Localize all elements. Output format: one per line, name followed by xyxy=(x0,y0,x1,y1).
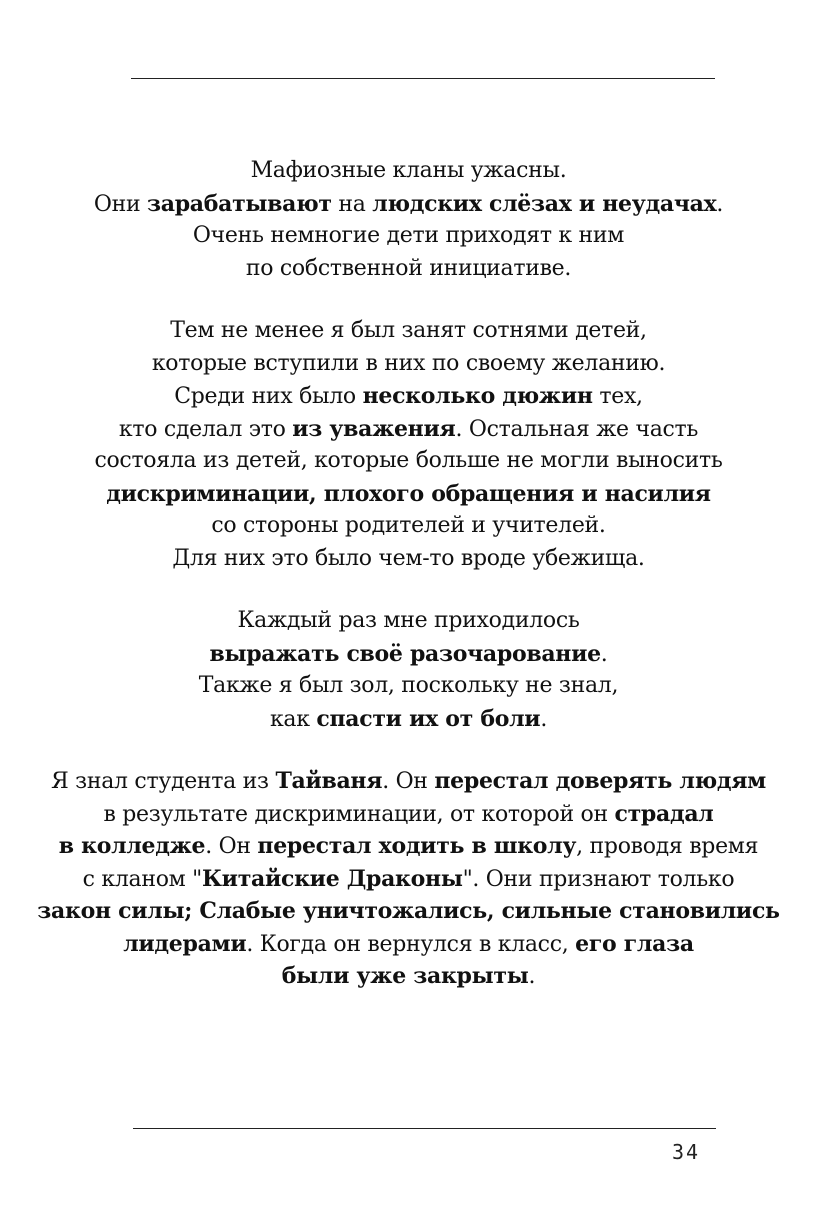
text-line xyxy=(0,445,817,478)
text-segment: состояла из детей, которые больше не могли выносить xyxy=(94,448,723,473)
text-line xyxy=(0,765,817,798)
text-line xyxy=(0,863,817,896)
text-line xyxy=(0,220,817,253)
text-line xyxy=(0,670,817,703)
text-segment: . Он xyxy=(205,834,258,859)
bold-text: перестал ходить в школу xyxy=(257,833,577,859)
bold-text: несколько дюжин xyxy=(362,383,593,409)
text-line xyxy=(0,315,817,348)
top-rule xyxy=(131,78,715,79)
text-segment: со стороны родителей и учителей. xyxy=(211,513,606,538)
page-number: 34 xyxy=(672,1140,701,1164)
text-segment: Я знал студента из xyxy=(51,769,276,794)
paragraph xyxy=(0,605,817,735)
text-segment: на xyxy=(331,191,373,217)
text-line xyxy=(0,703,817,736)
text-segment: . Когда он вернулся в класс, xyxy=(246,931,576,957)
paragraph xyxy=(0,315,817,575)
text-line xyxy=(0,543,817,576)
bold-text: спасти их от боли xyxy=(316,705,541,732)
bold-text: выражать своё разочарование xyxy=(209,640,601,667)
bottom-rule xyxy=(133,1128,716,1129)
text-segment: с кланом " xyxy=(82,866,202,892)
bold-text: зарабатывают xyxy=(147,190,332,217)
text-segment: Мафиозные кланы ужасны. xyxy=(250,158,567,183)
bold-text: дискриминации, плохого обращения и насилия xyxy=(106,480,711,507)
text-line xyxy=(0,253,817,286)
text-segment: Среди них было xyxy=(174,384,363,409)
text-line xyxy=(0,960,817,993)
text-line xyxy=(0,413,817,446)
bold-text: были уже закрыты xyxy=(281,963,529,989)
text-segment: . xyxy=(540,706,548,732)
text-segment: Они xyxy=(93,191,148,217)
text-segment: , проводя время xyxy=(576,834,759,859)
text-line xyxy=(0,830,817,863)
text-segment: которые вступили в них по своему желанию. xyxy=(151,350,666,376)
bold-text: лидерами xyxy=(123,930,247,957)
text-segment: Тем не менее я был занят сотнями детей, xyxy=(170,318,647,343)
paragraph xyxy=(0,765,817,993)
bold-text: его глаза xyxy=(575,930,694,957)
text-segment: тех, xyxy=(592,384,643,409)
text-segment: Для них это было чем-то вроде убежища. xyxy=(172,545,645,571)
bold-text: из уважения xyxy=(292,415,456,442)
text-line xyxy=(0,478,817,511)
text-segment: . Остальная же часть xyxy=(455,416,699,442)
bold-text: перестал доверять людям xyxy=(434,768,766,794)
text-segment: кто сделал это xyxy=(118,416,293,442)
bold-text: Тайваня xyxy=(275,768,383,794)
text-segment: ". Они признают только xyxy=(462,866,735,892)
text-line xyxy=(0,798,817,831)
text-line xyxy=(0,510,817,543)
text-segment: в результате дискриминации, от которой он xyxy=(103,801,615,827)
bold-text: страдал xyxy=(614,800,714,827)
text-line xyxy=(0,348,817,381)
text-segment: . xyxy=(528,964,536,989)
text-segment: . xyxy=(600,641,608,667)
text-line xyxy=(0,380,817,413)
text-segment: как xyxy=(269,706,317,732)
text-line xyxy=(0,895,817,928)
main-text xyxy=(0,155,817,1023)
text-line xyxy=(0,638,817,671)
text-line xyxy=(0,928,817,961)
text-line xyxy=(0,155,817,188)
paragraph xyxy=(0,155,817,285)
bold-text: Китайские Драконы xyxy=(201,865,463,892)
bold-text: закон силы; Слабые уничтожались, сильные становились xyxy=(37,898,780,924)
bold-text: людских слёзах и неудачах xyxy=(372,190,717,217)
text-segment: . xyxy=(716,191,724,217)
text-line xyxy=(0,605,817,638)
text-line xyxy=(0,188,817,221)
bold-text: в колледже xyxy=(58,833,206,859)
text-segment: Также я был зол, поскольку не знал, xyxy=(198,673,619,698)
text-segment: Очень немногие дети приходят к ним xyxy=(192,223,625,248)
text-segment: . Он xyxy=(382,769,435,794)
text-segment: по собственной инициативе. xyxy=(245,255,572,281)
text-segment: Каждый раз мне приходилось xyxy=(237,608,580,633)
